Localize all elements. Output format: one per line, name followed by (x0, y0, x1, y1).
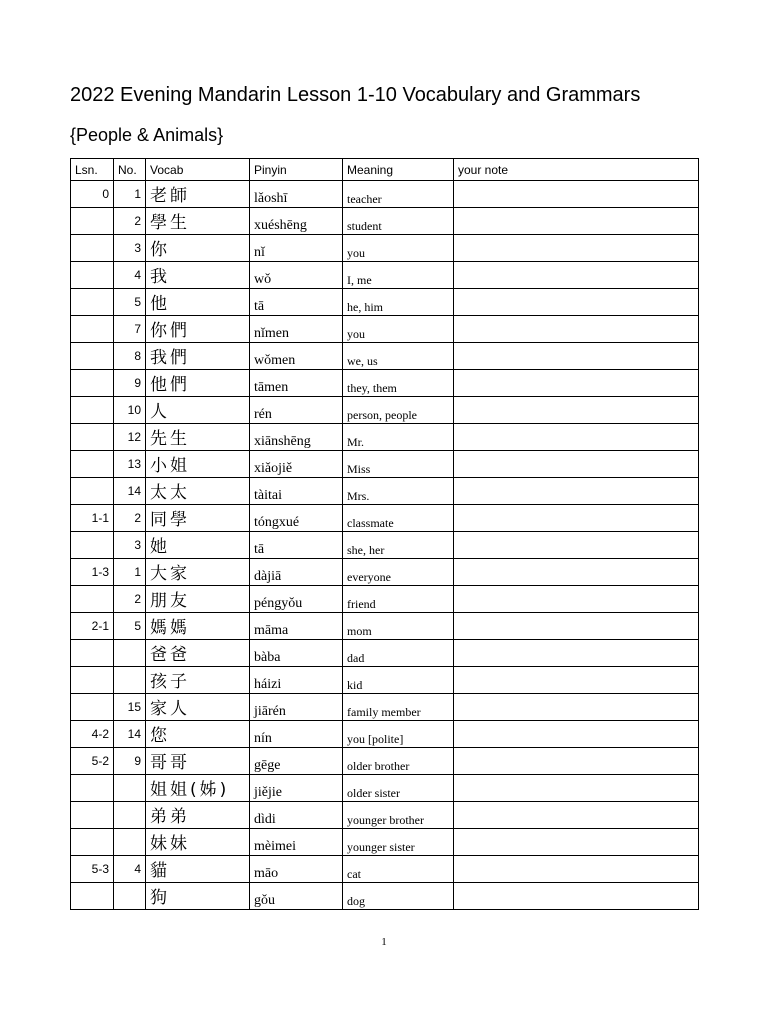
cell-pinyin: péngyǒu (250, 586, 343, 613)
cell-lesson (71, 478, 114, 505)
table-row (71, 721, 699, 748)
table-row (71, 451, 699, 478)
cell-pinyin: gǒu (250, 883, 343, 910)
cell-number: 13 (114, 451, 146, 478)
cell-meaning: classmate (343, 505, 454, 532)
cell-pinyin: tàitai (250, 478, 343, 505)
cell-meaning: he, him (343, 289, 454, 316)
table-row (71, 748, 699, 775)
cell-lesson (71, 397, 114, 424)
cell-note (454, 694, 699, 721)
cell-meaning: older sister (343, 775, 454, 802)
column-header-number: No. (114, 159, 146, 181)
cell-meaning: family member (343, 694, 454, 721)
cell-lesson: 0 (71, 181, 114, 208)
section-heading: {People & Animals} (70, 125, 224, 145)
cell-vocab: 我們 (146, 343, 250, 370)
cell-number: 14 (114, 721, 146, 748)
cell-vocab: 妹妹 (146, 829, 250, 856)
cell-vocab: 狗 (146, 883, 250, 910)
cell-number (114, 667, 146, 694)
cell-note (454, 316, 699, 343)
column-header-vocab: Vocab (146, 159, 250, 181)
table-row (71, 235, 699, 262)
cell-meaning: they, them (343, 370, 454, 397)
cell-number: 4 (114, 856, 146, 883)
cell-pinyin: nín (250, 721, 343, 748)
table-row (71, 559, 699, 586)
cell-number: 1 (114, 559, 146, 586)
cell-meaning: dog (343, 883, 454, 910)
cell-lesson (71, 586, 114, 613)
cell-note (454, 640, 699, 667)
cell-meaning: mom (343, 613, 454, 640)
cell-number: 3 (114, 235, 146, 262)
table-row (71, 424, 699, 451)
cell-pinyin: jiārén (250, 694, 343, 721)
cell-lesson: 4-2 (71, 721, 114, 748)
cell-meaning: friend (343, 586, 454, 613)
document-title: 2022 Evening Mandarin Lesson 1-10 Vocabulary and Grammars (70, 84, 641, 106)
cell-vocab: 你 (146, 235, 250, 262)
cell-note (454, 262, 699, 289)
cell-note (454, 748, 699, 775)
cell-meaning: older brother (343, 748, 454, 775)
cell-meaning: younger brother (343, 802, 454, 829)
table-row (71, 505, 699, 532)
cell-meaning: dad (343, 640, 454, 667)
cell-lesson (71, 694, 114, 721)
cell-meaning: student (343, 208, 454, 235)
cell-note (454, 802, 699, 829)
cell-note (454, 478, 699, 505)
cell-vocab: 家人 (146, 694, 250, 721)
cell-note (454, 775, 699, 802)
cell-lesson: 1-3 (71, 559, 114, 586)
table-row (71, 343, 699, 370)
cell-lesson (71, 424, 114, 451)
cell-number: 7 (114, 316, 146, 343)
cell-vocab: 學生 (146, 208, 250, 235)
cell-meaning: you [polite] (343, 721, 454, 748)
cell-meaning: you (343, 316, 454, 343)
cell-meaning: Mr. (343, 424, 454, 451)
table-row (71, 478, 699, 505)
cell-lesson (71, 775, 114, 802)
cell-lesson (71, 343, 114, 370)
cell-vocab: 大家 (146, 559, 250, 586)
table-row (71, 181, 699, 208)
table-row (71, 640, 699, 667)
cell-lesson: 5-3 (71, 856, 114, 883)
cell-pinyin: dàjiā (250, 559, 343, 586)
cell-meaning: she, her (343, 532, 454, 559)
table-row (71, 856, 699, 883)
cell-pinyin: tā (250, 532, 343, 559)
cell-note (454, 451, 699, 478)
table-row (71, 829, 699, 856)
cell-vocab: 您 (146, 721, 250, 748)
cell-pinyin: háizi (250, 667, 343, 694)
cell-number: 2 (114, 208, 146, 235)
cell-lesson (71, 532, 114, 559)
cell-lesson (71, 451, 114, 478)
cell-vocab: 人 (146, 397, 250, 424)
cell-pinyin: xuéshēng (250, 208, 343, 235)
cell-pinyin: rén (250, 397, 343, 424)
table-row (71, 775, 699, 802)
table-row (71, 802, 699, 829)
cell-note (454, 235, 699, 262)
cell-pinyin: bàba (250, 640, 343, 667)
cell-note (454, 208, 699, 235)
cell-meaning: we, us (343, 343, 454, 370)
column-header-note: your note (454, 159, 699, 181)
table-row (71, 370, 699, 397)
table-row (71, 532, 699, 559)
cell-pinyin: nǐ (250, 235, 343, 262)
table-row (71, 883, 699, 910)
cell-meaning: person, people (343, 397, 454, 424)
cell-number (114, 640, 146, 667)
page-number: 1 (381, 936, 387, 948)
cell-lesson: 1-1 (71, 505, 114, 532)
cell-lesson (71, 235, 114, 262)
cell-vocab: 姐姐(姊) (146, 775, 250, 802)
cell-number (114, 802, 146, 829)
column-header-lesson: Lsn. (71, 159, 114, 181)
cell-number: 10 (114, 397, 146, 424)
cell-vocab: 媽媽 (146, 613, 250, 640)
cell-vocab: 我 (146, 262, 250, 289)
cell-pinyin: wǒ (250, 262, 343, 289)
cell-number: 4 (114, 262, 146, 289)
cell-vocab: 朋友 (146, 586, 250, 613)
cell-number: 12 (114, 424, 146, 451)
table-row (71, 397, 699, 424)
cell-note (454, 613, 699, 640)
cell-vocab: 你們 (146, 316, 250, 343)
cell-note (454, 505, 699, 532)
cell-number: 3 (114, 532, 146, 559)
cell-number: 14 (114, 478, 146, 505)
cell-note (454, 559, 699, 586)
table-row (71, 613, 699, 640)
cell-note (454, 289, 699, 316)
cell-vocab: 他們 (146, 370, 250, 397)
cell-vocab: 先生 (146, 424, 250, 451)
cell-note (454, 370, 699, 397)
table-row (71, 316, 699, 343)
cell-vocab: 貓 (146, 856, 250, 883)
cell-pinyin: māo (250, 856, 343, 883)
cell-pinyin: xiǎojiě (250, 451, 343, 478)
cell-vocab: 老師 (146, 181, 250, 208)
cell-note (454, 343, 699, 370)
cell-vocab: 哥哥 (146, 748, 250, 775)
cell-note (454, 721, 699, 748)
cell-pinyin: gēge (250, 748, 343, 775)
cell-number: 5 (114, 613, 146, 640)
cell-meaning: younger sister (343, 829, 454, 856)
cell-lesson (71, 316, 114, 343)
cell-pinyin: nǐmen (250, 316, 343, 343)
cell-note (454, 829, 699, 856)
cell-meaning: everyone (343, 559, 454, 586)
cell-pinyin: dìdi (250, 802, 343, 829)
cell-number: 8 (114, 343, 146, 370)
cell-meaning: you (343, 235, 454, 262)
cell-vocab: 他 (146, 289, 250, 316)
cell-number: 9 (114, 370, 146, 397)
cell-number: 2 (114, 586, 146, 613)
cell-meaning: kid (343, 667, 454, 694)
cell-note (454, 397, 699, 424)
cell-meaning: Miss (343, 451, 454, 478)
cell-lesson (71, 667, 114, 694)
cell-number (114, 775, 146, 802)
cell-note (454, 181, 699, 208)
cell-lesson (71, 289, 114, 316)
cell-vocab: 同學 (146, 505, 250, 532)
cell-lesson: 5-2 (71, 748, 114, 775)
cell-meaning: Mrs. (343, 478, 454, 505)
cell-meaning: I, me (343, 262, 454, 289)
cell-lesson (71, 370, 114, 397)
cell-lesson (71, 829, 114, 856)
cell-number: 5 (114, 289, 146, 316)
cell-pinyin: tā (250, 289, 343, 316)
cell-pinyin: xiānshēng (250, 424, 343, 451)
cell-vocab: 弟弟 (146, 802, 250, 829)
cell-number (114, 883, 146, 910)
cell-lesson: 2-1 (71, 613, 114, 640)
cell-number: 2 (114, 505, 146, 532)
table-header-row (71, 159, 699, 181)
table-row (71, 586, 699, 613)
cell-pinyin: tóngxué (250, 505, 343, 532)
cell-meaning: teacher (343, 181, 454, 208)
cell-pinyin: māma (250, 613, 343, 640)
cell-vocab: 太太 (146, 478, 250, 505)
cell-vocab: 小姐 (146, 451, 250, 478)
cell-lesson (71, 802, 114, 829)
cell-lesson (71, 883, 114, 910)
table-row (71, 667, 699, 694)
cell-pinyin: mèimei (250, 829, 343, 856)
cell-note (454, 883, 699, 910)
cell-note (454, 667, 699, 694)
cell-note (454, 532, 699, 559)
cell-number: 9 (114, 748, 146, 775)
cell-number: 1 (114, 181, 146, 208)
column-header-meaning: Meaning (343, 159, 454, 181)
cell-pinyin: wǒmen (250, 343, 343, 370)
cell-pinyin: jiějie (250, 775, 343, 802)
table-body (71, 181, 699, 910)
cell-note (454, 586, 699, 613)
cell-pinyin: lǎoshī (250, 181, 343, 208)
cell-meaning: cat (343, 856, 454, 883)
cell-vocab: 爸爸 (146, 640, 250, 667)
cell-note (454, 424, 699, 451)
table-row (71, 694, 699, 721)
column-header-pinyin: Pinyin (250, 159, 343, 181)
table-row (71, 262, 699, 289)
cell-pinyin: tāmen (250, 370, 343, 397)
table-row (71, 289, 699, 316)
table-row (71, 208, 699, 235)
cell-vocab: 孩子 (146, 667, 250, 694)
cell-lesson (71, 208, 114, 235)
cell-number: 15 (114, 694, 146, 721)
cell-vocab: 她 (146, 532, 250, 559)
cell-number (114, 829, 146, 856)
cell-lesson (71, 640, 114, 667)
cell-note (454, 856, 699, 883)
vocabulary-table (70, 158, 699, 910)
cell-lesson (71, 262, 114, 289)
